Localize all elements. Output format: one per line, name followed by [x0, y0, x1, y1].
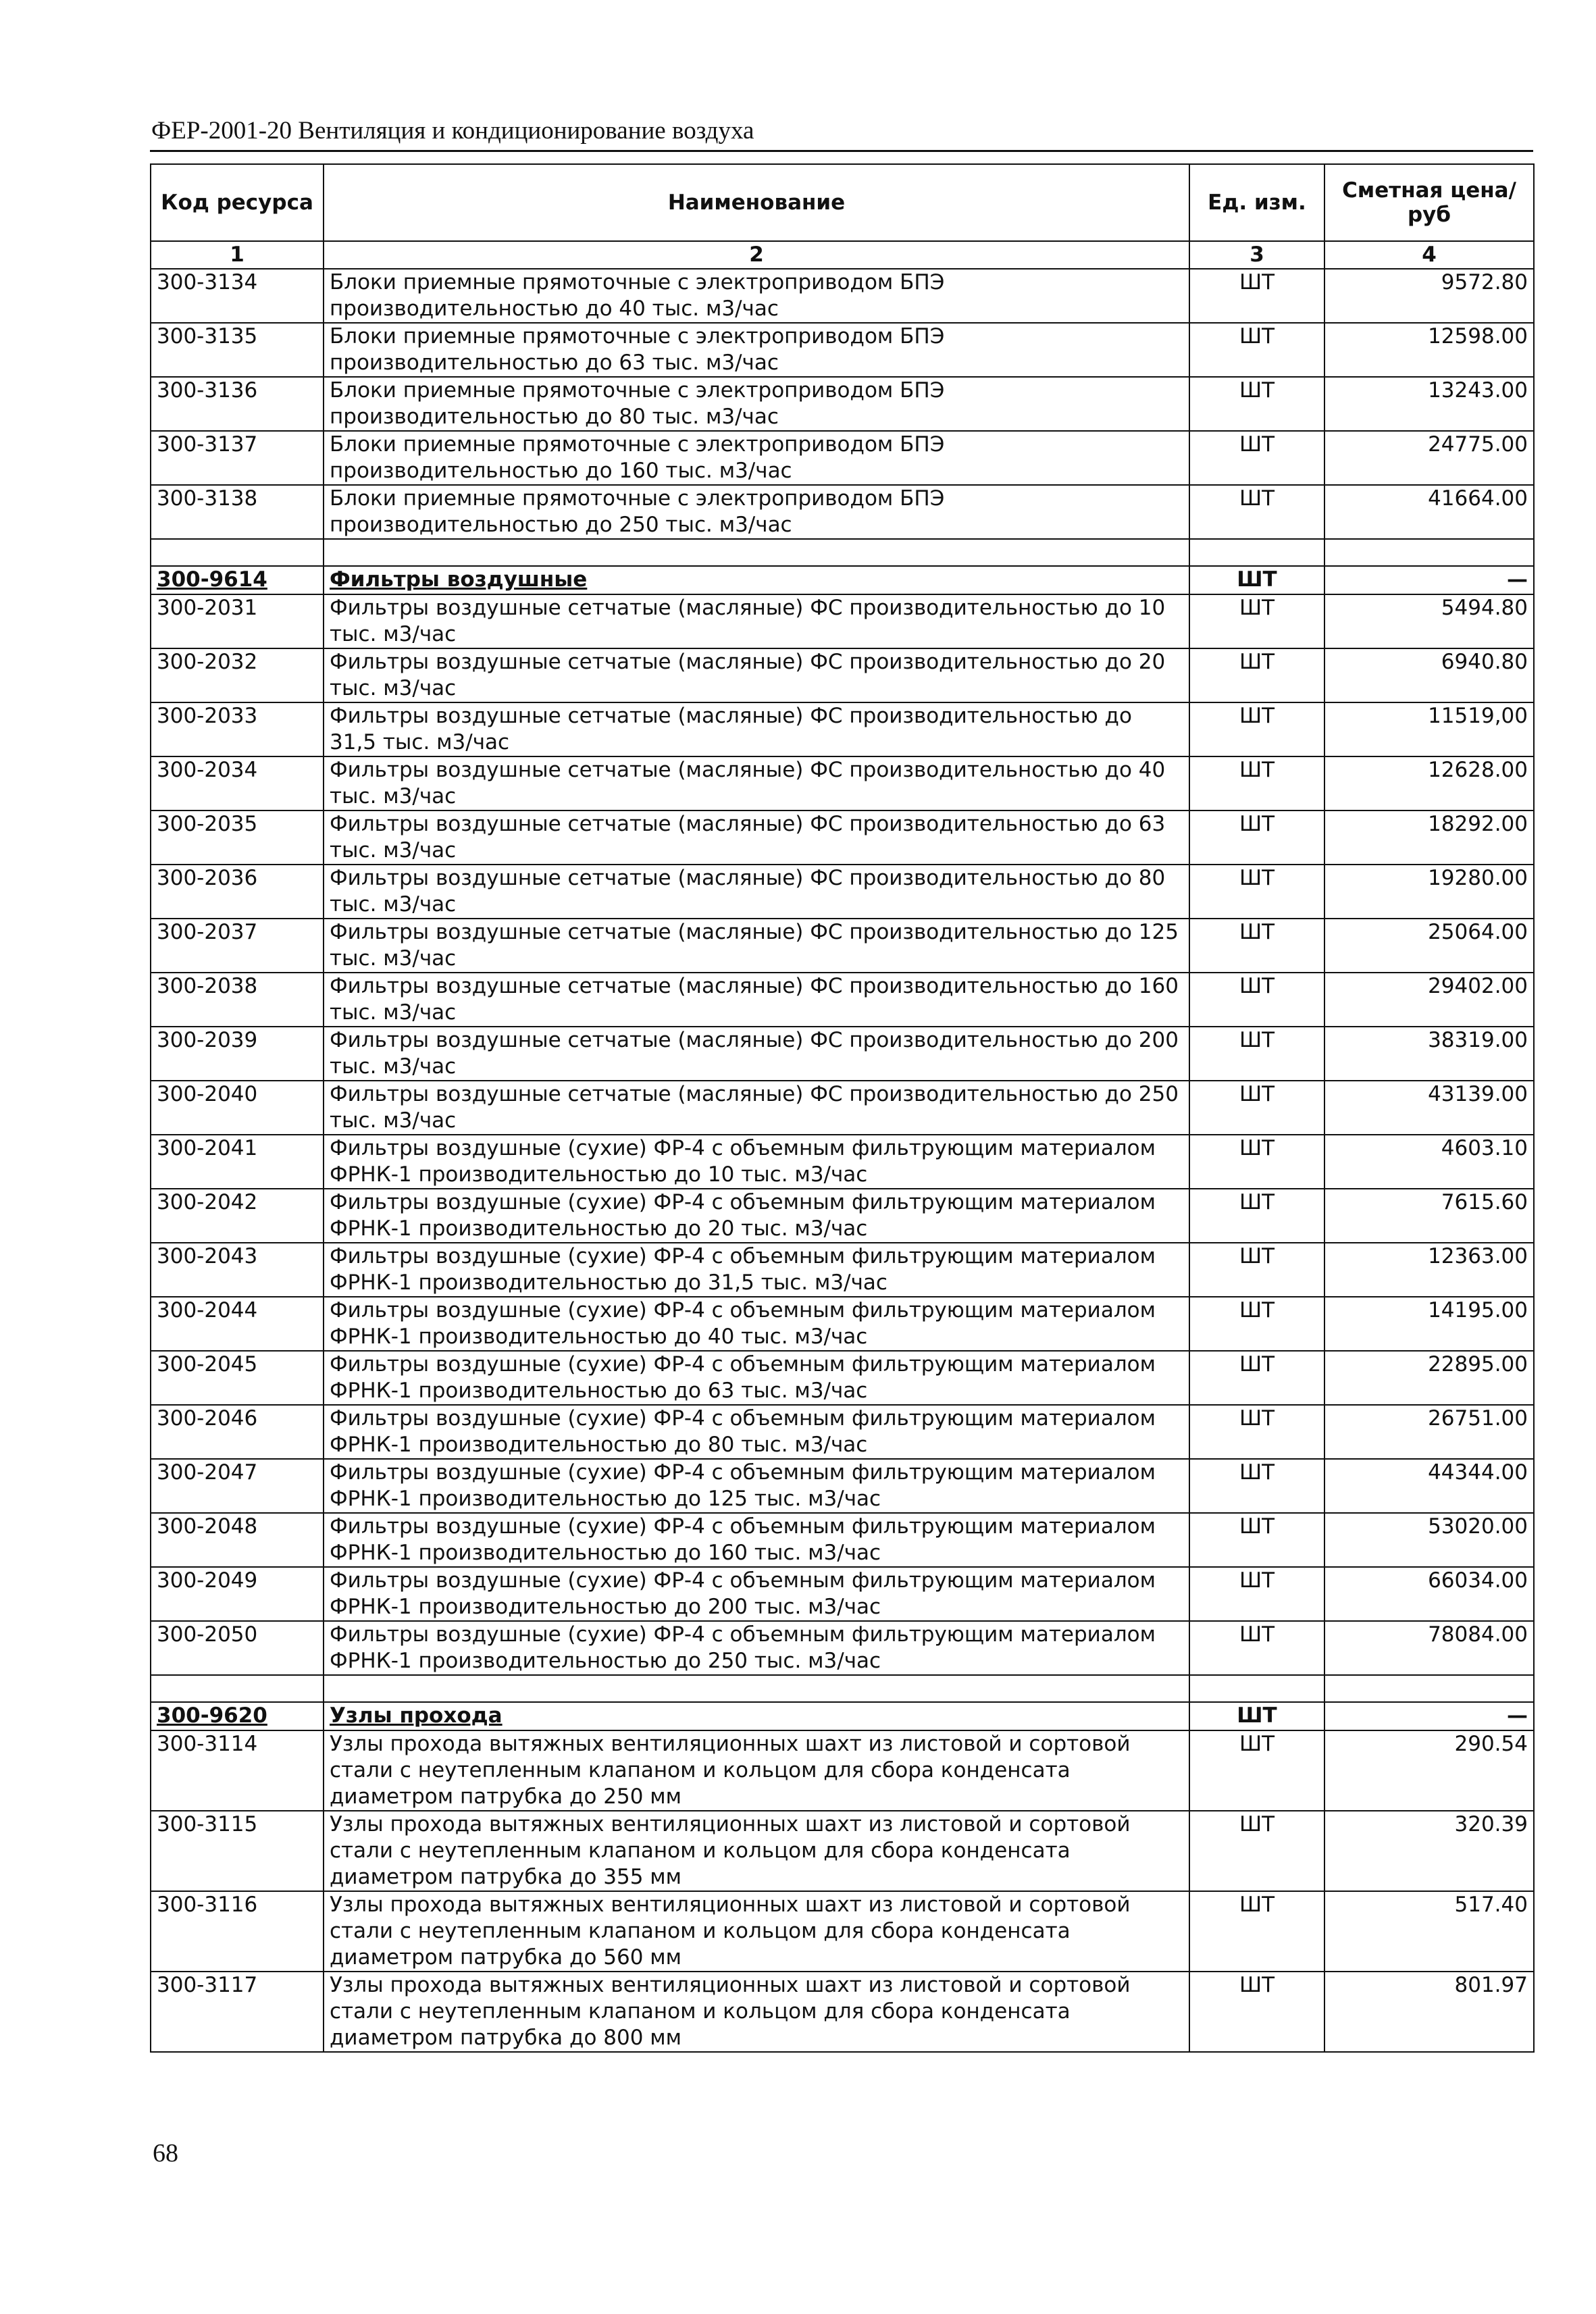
- unit-cell: ШТ: [1189, 702, 1324, 756]
- page-header-title: ФЕР-2001-20 Вентиляция и кондиционирование воздуха: [151, 117, 754, 145]
- table-row: [151, 1189, 1534, 1243]
- price-cell: 24775.00: [1324, 431, 1534, 485]
- unit-cell: ШТ: [1189, 1621, 1324, 1675]
- name-cell: Фильтры воздушные (сухие) ФР-4 с объемным фильтрующим материалом ФРНК-1 производительностью до 80 тыс. м3/час: [324, 1405, 1189, 1459]
- table-body: [151, 269, 1534, 2052]
- name-cell: Фильтры воздушные сетчатые (масляные) ФС производительностью до 125 тыс. м3/час: [324, 919, 1189, 973]
- price-cell: 290.54: [1324, 1730, 1534, 1811]
- name-cell: Фильтры воздушные сетчатые (масляные) ФС производительностью до 80 тыс. м3/час: [324, 865, 1189, 919]
- unit-cell: ШТ: [1189, 756, 1324, 811]
- unit-cell: ШТ: [1189, 648, 1324, 702]
- table-header-row: [151, 164, 1534, 241]
- unit-cell: ШТ: [1189, 1297, 1324, 1351]
- name-cell: Фильтры воздушные (сухие) ФР-4 с объемным фильтрующим материалом ФРНК-1 производительностью до 63 тыс. м3/час: [324, 1351, 1189, 1405]
- code-cell: 300-3138: [151, 485, 324, 539]
- table-row: [151, 1135, 1534, 1189]
- table-row: [151, 973, 1534, 1027]
- price-cell: 19280.00: [1324, 865, 1534, 919]
- name-cell: Фильтры воздушные сетчатые (масляные) ФС производительностью до 40 тыс. м3/час: [324, 756, 1189, 811]
- group-header-row: [151, 1702, 1534, 1730]
- code-cell: 300-9614: [151, 566, 324, 594]
- page-number: 68: [153, 2139, 178, 2167]
- price-cell: —: [1324, 566, 1534, 594]
- code-cell: 300-3137: [151, 431, 324, 485]
- table-row: [151, 594, 1534, 648]
- price-cell: 12598.00: [1324, 323, 1534, 377]
- code-cell: 300-2035: [151, 811, 324, 865]
- unit-cell: ШТ: [1189, 323, 1324, 377]
- price-cell: 13243.00: [1324, 377, 1534, 431]
- table-row: [151, 702, 1534, 756]
- empty-cell: [151, 539, 324, 566]
- price-cell: 11519,00: [1324, 702, 1534, 756]
- price-cell: 44344.00: [1324, 1459, 1534, 1513]
- name-cell: Узлы прохода вытяжных вентиляционных шахт из листовой и сортовой стали с неутепленным клапаном и кольцом для сбора конденсата диаметром патрубка до 355 мм: [324, 1811, 1189, 1891]
- code-cell: 300-3114: [151, 1730, 324, 1811]
- price-cell: 4603.10: [1324, 1135, 1534, 1189]
- price-cell: 66034.00: [1324, 1567, 1534, 1621]
- unit-cell: ШТ: [1189, 269, 1324, 323]
- column-number: 4: [1324, 241, 1534, 269]
- code-cell: 300-3115: [151, 1811, 324, 1891]
- table-row: [151, 1972, 1534, 2052]
- code-cell: 300-2044: [151, 1297, 324, 1351]
- code-cell: 300-9620: [151, 1702, 324, 1730]
- column-header-unit: Ед. изм.: [1189, 164, 1324, 241]
- price-cell: —: [1324, 1702, 1534, 1730]
- code-cell: 300-2033: [151, 702, 324, 756]
- unit-cell: ШТ: [1189, 1811, 1324, 1891]
- price-cell: 7615.60: [1324, 1189, 1534, 1243]
- price-cell: 18292.00: [1324, 811, 1534, 865]
- code-cell: 300-2041: [151, 1135, 324, 1189]
- code-cell: 300-2037: [151, 919, 324, 973]
- table-row: [151, 811, 1534, 865]
- code-cell: 300-2034: [151, 756, 324, 811]
- unit-cell: ШТ: [1189, 1405, 1324, 1459]
- column-number: 3: [1189, 241, 1324, 269]
- empty-cell: [324, 1675, 1189, 1702]
- name-cell: Фильтры воздушные сетчатые (масляные) ФС производительностью до 63 тыс. м3/час: [324, 811, 1189, 865]
- unit-cell: ШТ: [1189, 1243, 1324, 1297]
- empty-cell: [151, 1675, 324, 1702]
- code-cell: 300-2039: [151, 1027, 324, 1081]
- resource-price-table: [150, 163, 1535, 2053]
- unit-cell: ШТ: [1189, 865, 1324, 919]
- unit-cell: ШТ: [1189, 1351, 1324, 1405]
- code-cell: 300-2031: [151, 594, 324, 648]
- code-cell: 300-2042: [151, 1189, 324, 1243]
- price-cell: 29402.00: [1324, 973, 1534, 1027]
- code-cell: 300-2032: [151, 648, 324, 702]
- column-number: 2: [324, 241, 1189, 269]
- unit-cell: ШТ: [1189, 485, 1324, 539]
- price-cell: 14195.00: [1324, 1297, 1534, 1351]
- price-cell: 517.40: [1324, 1891, 1534, 1972]
- table-row: [151, 377, 1534, 431]
- code-cell: 300-2050: [151, 1621, 324, 1675]
- name-cell: Фильтры воздушные сетчатые (масляные) ФС производительностью до 10 тыс. м3/час: [324, 594, 1189, 648]
- unit-cell: ШТ: [1189, 431, 1324, 485]
- unit-cell: ШТ: [1189, 1135, 1324, 1189]
- unit-cell: ШТ: [1189, 1702, 1324, 1730]
- code-cell: 300-2043: [151, 1243, 324, 1297]
- code-cell: 300-2036: [151, 865, 324, 919]
- name-cell: Фильтры воздушные (сухие) ФР-4 с объемным фильтрующим материалом ФРНК-1 производительностью до 125 тыс. м3/час: [324, 1459, 1189, 1513]
- empty-cell: [1189, 539, 1324, 566]
- table-row: [151, 431, 1534, 485]
- price-cell: 78084.00: [1324, 1621, 1534, 1675]
- name-cell: Фильтры воздушные (сухие) ФР-4 с объемным фильтрующим материалом ФРНК-1 производительностью до 200 тыс. м3/час: [324, 1567, 1189, 1621]
- table-row: [151, 1621, 1534, 1675]
- code-cell: 300-3116: [151, 1891, 324, 1972]
- code-cell: 300-2040: [151, 1081, 324, 1135]
- code-cell: 300-2038: [151, 973, 324, 1027]
- unit-cell: ШТ: [1189, 919, 1324, 973]
- price-cell: 25064.00: [1324, 919, 1534, 973]
- code-cell: 300-2046: [151, 1405, 324, 1459]
- name-cell: Фильтры воздушные (сухие) ФР-4 с объемным фильтрующим материалом ФРНК-1 производительностью до 20 тыс. м3/час: [324, 1189, 1189, 1243]
- unit-cell: ШТ: [1189, 1081, 1324, 1135]
- table-row: [151, 648, 1534, 702]
- name-cell: Фильтры воздушные (сухие) ФР-4 с объемным фильтрующим материалом ФРНК-1 производительностью до 40 тыс. м3/час: [324, 1297, 1189, 1351]
- unit-cell: ШТ: [1189, 1027, 1324, 1081]
- code-cell: 300-2048: [151, 1513, 324, 1567]
- column-header-name: Наименование: [324, 164, 1189, 241]
- table-row: [151, 1459, 1534, 1513]
- unit-cell: ШТ: [1189, 594, 1324, 648]
- price-cell: 5494.80: [1324, 594, 1534, 648]
- code-cell: 300-3135: [151, 323, 324, 377]
- unit-cell: ШТ: [1189, 811, 1324, 865]
- empty-cell: [1189, 1675, 1324, 1702]
- header-rule: [150, 150, 1533, 152]
- name-cell: Блоки приемные прямоточные с электроприводом БПЭ производительностью до 160 тыс. м3/час: [324, 431, 1189, 485]
- name-cell: Блоки приемные прямоточные с электроприводом БПЭ производительностью до 63 тыс. м3/час: [324, 323, 1189, 377]
- table-row: [151, 1567, 1534, 1621]
- unit-cell: ШТ: [1189, 1189, 1324, 1243]
- table-row: [151, 1351, 1534, 1405]
- unit-cell: ШТ: [1189, 377, 1324, 431]
- group-header-row: [151, 566, 1534, 594]
- table-row: [151, 1297, 1534, 1351]
- price-cell: 12628.00: [1324, 756, 1534, 811]
- spacer-row: [151, 539, 1534, 566]
- table-row: [151, 1405, 1534, 1459]
- price-cell: 26751.00: [1324, 1405, 1534, 1459]
- table-row: [151, 756, 1534, 811]
- name-cell: Фильтры воздушные сетчатые (масляные) ФС производительностью до 31,5 тыс. м3/час: [324, 702, 1189, 756]
- name-cell: Узлы прохода вытяжных вентиляционных шахт из листовой и сортовой стали с неутепленным клапаном и кольцом для сбора конденсата диаметром патрубка до 800 мм: [324, 1972, 1189, 2052]
- table-row: [151, 323, 1534, 377]
- unit-cell: ШТ: [1189, 1891, 1324, 1972]
- price-cell: 6940.80: [1324, 648, 1534, 702]
- column-header-price: Сметная цена/руб: [1324, 164, 1534, 241]
- table-row: [151, 1811, 1534, 1891]
- column-number-row: [151, 241, 1534, 269]
- code-cell: 300-2047: [151, 1459, 324, 1513]
- unit-cell: ШТ: [1189, 1972, 1324, 2052]
- price-cell: 12363.00: [1324, 1243, 1534, 1297]
- unit-cell: ШТ: [1189, 973, 1324, 1027]
- table-row: [151, 919, 1534, 973]
- code-cell: 300-3117: [151, 1972, 324, 2052]
- name-cell: Блоки приемные прямоточные с электроприводом БПЭ производительностью до 40 тыс. м3/час: [324, 269, 1189, 323]
- unit-cell: ШТ: [1189, 566, 1324, 594]
- code-cell: 300-3136: [151, 377, 324, 431]
- unit-cell: ШТ: [1189, 1567, 1324, 1621]
- table-row: [151, 1081, 1534, 1135]
- price-cell: 320.39: [1324, 1811, 1534, 1891]
- table-row: [151, 1243, 1534, 1297]
- name-cell: Фильтры воздушные (сухие) ФР-4 с объемным фильтрующим материалом ФРНК-1 производительностью до 160 тыс. м3/час: [324, 1513, 1189, 1567]
- table-row: [151, 485, 1534, 539]
- code-cell: 300-3134: [151, 269, 324, 323]
- name-cell: Фильтры воздушные (сухие) ФР-4 с объемным фильтрующим материалом ФРНК-1 производительностью до 10 тыс. м3/час: [324, 1135, 1189, 1189]
- spacer-row: [151, 1675, 1534, 1702]
- name-cell: Фильтры воздушные сетчатые (масляные) ФС производительностью до 160 тыс. м3/час: [324, 973, 1189, 1027]
- name-cell: Блоки приемные прямоточные с электроприводом БПЭ производительностью до 250 тыс. м3/час: [324, 485, 1189, 539]
- name-cell: Узлы прохода вытяжных вентиляционных шахт из листовой и сортовой стали с неутепленным клапаном и кольцом для сбора конденсата диаметром патрубка до 560 мм: [324, 1891, 1189, 1972]
- empty-cell: [1324, 539, 1534, 566]
- name-cell: Фильтры воздушные сетчатые (масляные) ФС производительностью до 20 тыс. м3/час: [324, 648, 1189, 702]
- table-row: [151, 865, 1534, 919]
- price-cell: 53020.00: [1324, 1513, 1534, 1567]
- unit-cell: ШТ: [1189, 1513, 1324, 1567]
- price-cell: 9572.80: [1324, 269, 1534, 323]
- table-row: [151, 1027, 1534, 1081]
- name-cell: Узлы прохода вытяжных вентиляционных шахт из листовой и сортовой стали с неутепленным клапаном и кольцом для сбора конденсата диаметром патрубка до 250 мм: [324, 1730, 1189, 1811]
- name-cell: Фильтры воздушные (сухие) ФР-4 с объемным фильтрующим материалом ФРНК-1 производительностью до 31,5 тыс. м3/час: [324, 1243, 1189, 1297]
- price-cell: 43139.00: [1324, 1081, 1534, 1135]
- empty-cell: [1324, 1675, 1534, 1702]
- unit-cell: ШТ: [1189, 1459, 1324, 1513]
- price-cell: 38319.00: [1324, 1027, 1534, 1081]
- code-cell: 300-2049: [151, 1567, 324, 1621]
- name-cell: Фильтры воздушные (сухие) ФР-4 с объемным фильтрующим материалом ФРНК-1 производительностью до 250 тыс. м3/час: [324, 1621, 1189, 1675]
- unit-cell: ШТ: [1189, 1730, 1324, 1811]
- price-cell: 801.97: [1324, 1972, 1534, 2052]
- table-row: [151, 269, 1534, 323]
- price-cell: 22895.00: [1324, 1351, 1534, 1405]
- empty-cell: [324, 539, 1189, 566]
- name-cell: Фильтры воздушные сетчатые (масляные) ФС производительностью до 250 тыс. м3/час: [324, 1081, 1189, 1135]
- table-row: [151, 1513, 1534, 1567]
- name-cell: Блоки приемные прямоточные с электроприводом БПЭ производительностью до 80 тыс. м3/час: [324, 377, 1189, 431]
- column-header-code: Код ресурса: [151, 164, 324, 241]
- name-cell: Фильтры воздушные сетчатые (масляные) ФС производительностью до 200 тыс. м3/час: [324, 1027, 1189, 1081]
- price-cell: 41664.00: [1324, 485, 1534, 539]
- table-row: [151, 1730, 1534, 1811]
- name-cell: Фильтры воздушные: [324, 566, 1189, 594]
- code-cell: 300-2045: [151, 1351, 324, 1405]
- table-row: [151, 1891, 1534, 1972]
- column-number: 1: [151, 241, 324, 269]
- name-cell: Узлы прохода: [324, 1702, 1189, 1730]
